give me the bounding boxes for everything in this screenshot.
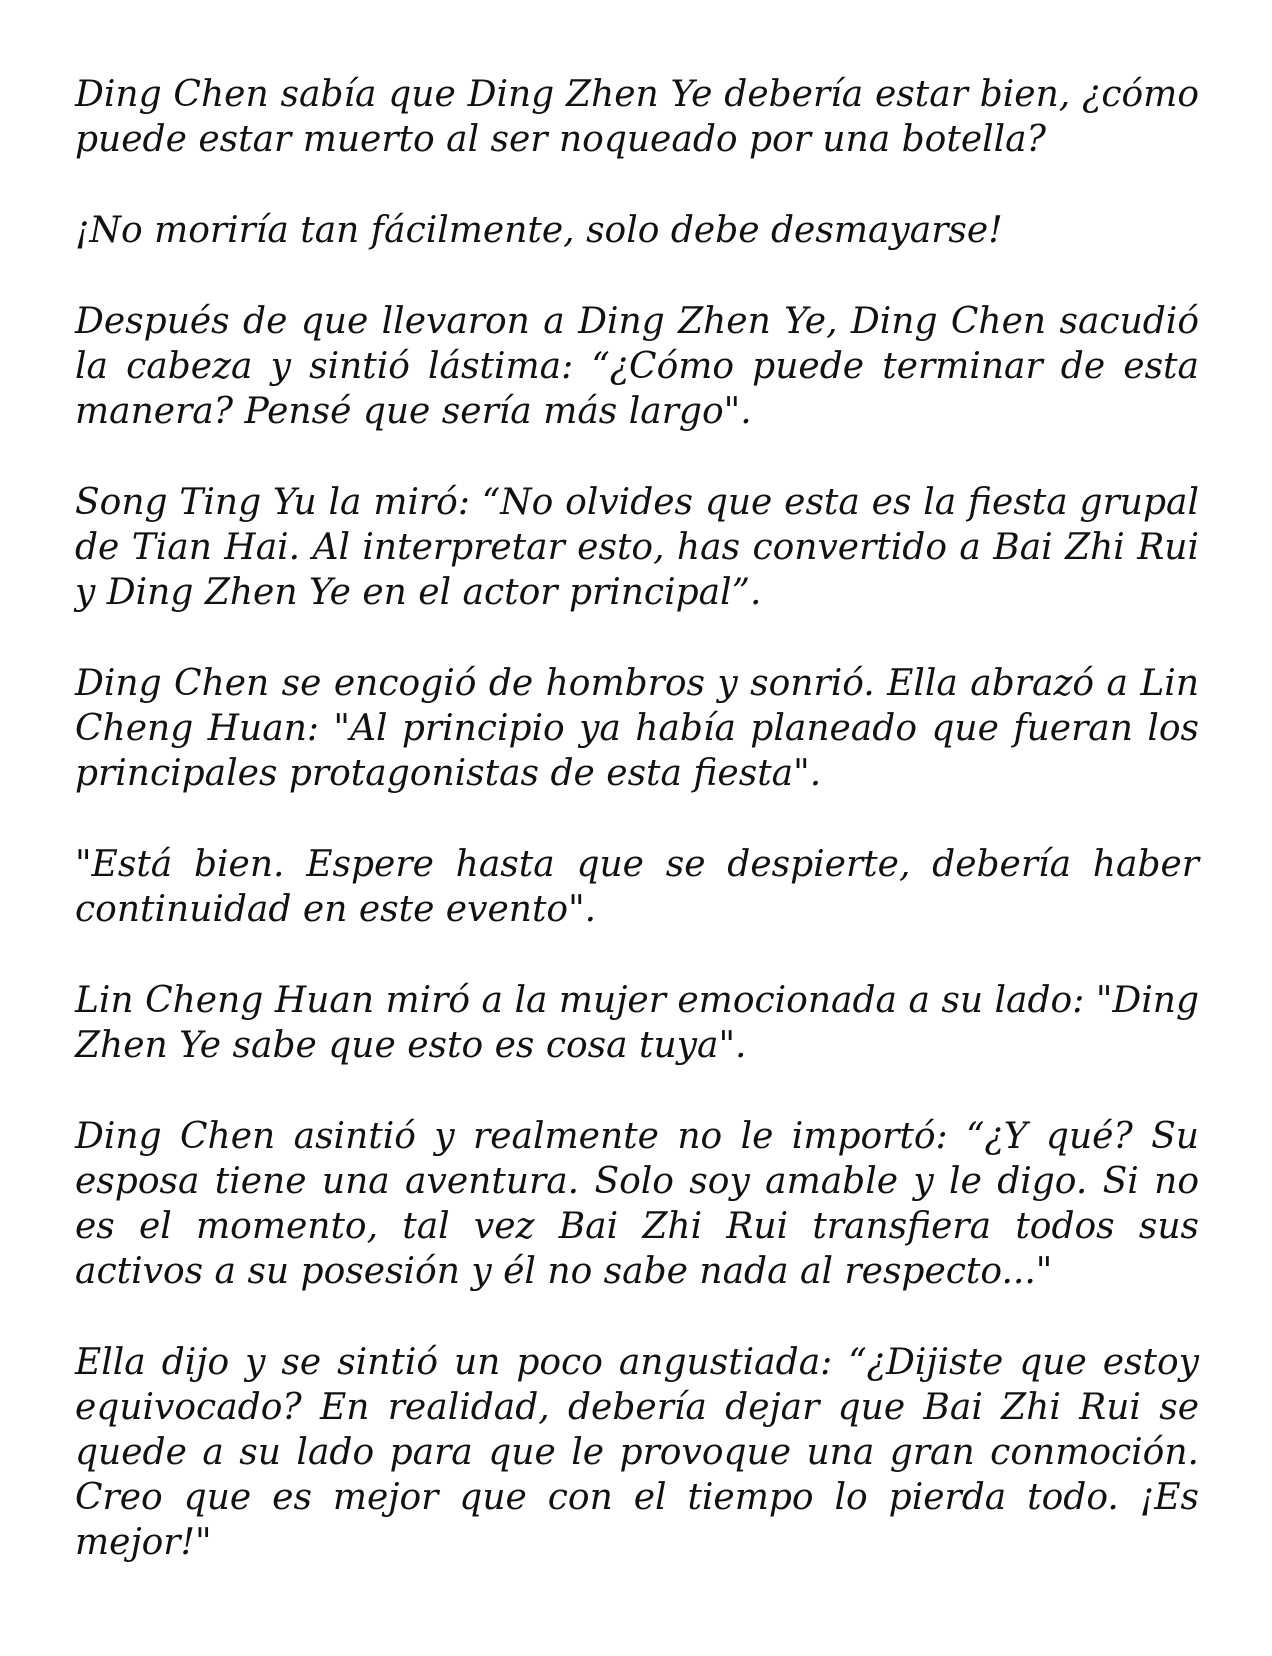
paragraph-5: Ding Chen se encogió de hombros y sonrió. Ella abrazó a Lin Cheng Huan: "Al principio ya había planeado que fueran los principales protagonistas de esta fiesta".	[75, 663, 1199, 794]
paragraph-6: "Está bien. Espere hasta que se despierte, debería haber continuidad en este evento".	[75, 844, 1199, 930]
paragraph-2: ¡No moriría tan fácilmente, solo debe desmayarse!	[75, 210, 1003, 251]
document-body	[75, 72, 1199, 1565]
paragraph-3: Después de que llevaron a Ding Zhen Ye, Ding Chen sacudió la cabeza y sintió lástima: “¿Cómo puede terminar de esta manera? Pensé que sería más largo".	[75, 301, 1199, 432]
paragraph-9: Ella dijo y se sintió un poco angustiada: “¿Dijiste que estoy equivocado? En realidad, debería dejar que Bai Zhi Rui se quede a su lado para que le provoque una gran conmoción. Creo que es mejor que con el tiempo lo pierda todo. ¡Es mejor!"	[75, 1342, 1199, 1563]
paragraph-8: Ding Chen asintió y realmente no le importó: “¿Y qué? Su esposa tiene una aventura. Solo soy amable y le digo. Si no es el momento, tal vez Bai Zhi Rui transfiera todos sus activos a su posesión y él no sabe nada al respecto..."	[75, 1116, 1199, 1292]
paragraph-1: Ding Chen sabía que Ding Zhen Ye debería estar bien, ¿cómo puede estar muerto al ser noqueado por una botella?	[75, 74, 1199, 160]
paragraph-4: Song Ting Yu la miró: “No olvides que esta es la fiesta grupal de Tian Hai. Al interpretar esto, has convertido a Bai Zhi Rui y Ding Zhen Ye en el actor principal”.	[75, 482, 1199, 613]
paragraph-7: Lin Cheng Huan miró a la mujer emocionada a su lado: "Ding Zhen Ye sabe que esto es cosa tuya".	[75, 980, 1199, 1066]
